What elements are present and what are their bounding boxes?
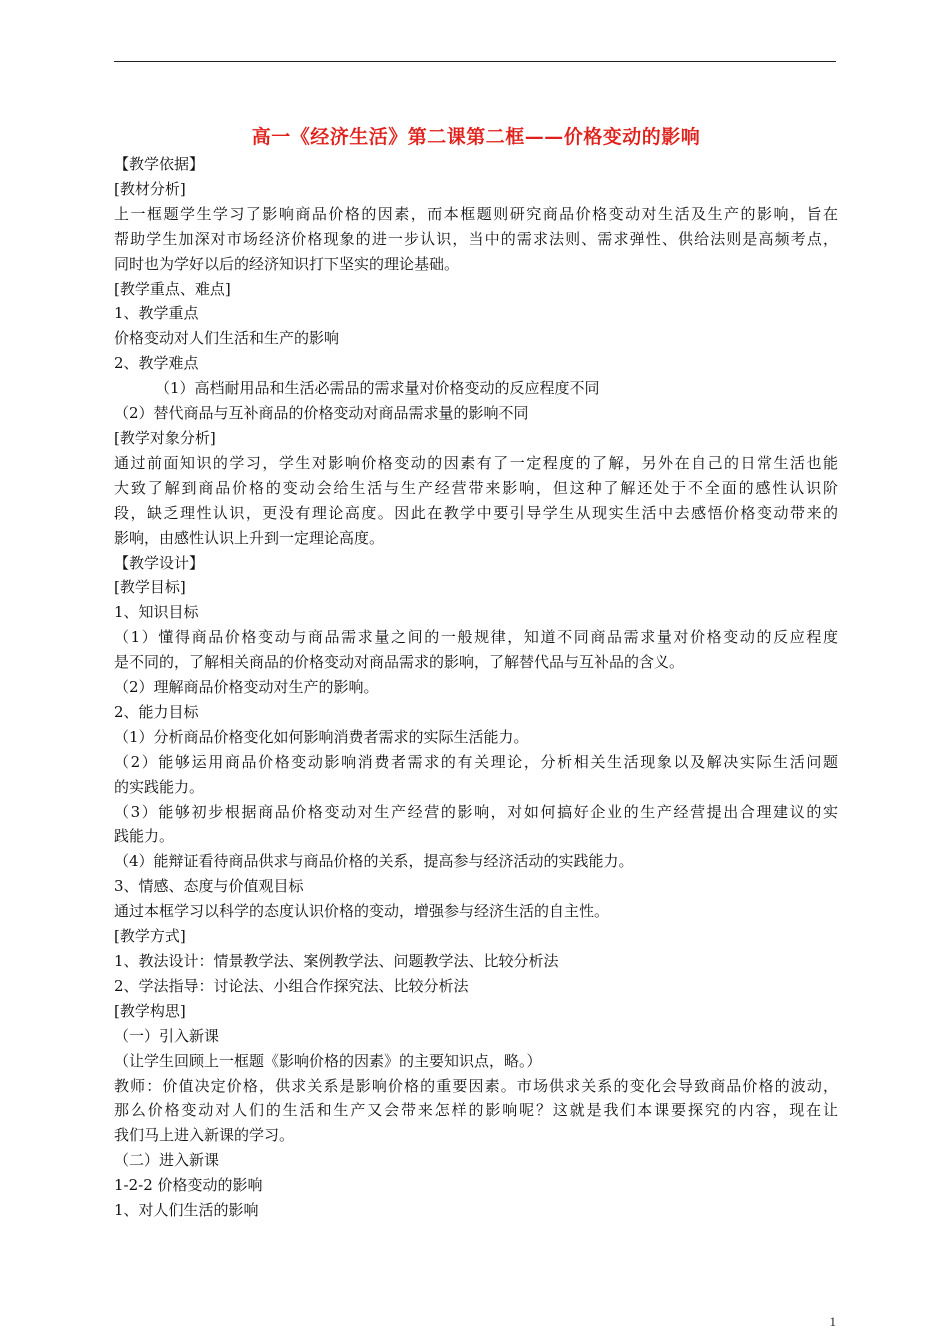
section-heading: 【教学依据】 <box>114 155 205 173</box>
paragraph-line: 通过本框学习以科学的态度认识价格的变动，增强参与经济生活的自主性。 <box>114 902 610 921</box>
document-body <box>114 122 838 1223</box>
paragraph-line: 教师：价值决定价格，供求关系是影响价格的重要因素。市场供求关系的变化会导致商品价格的波动， <box>114 1076 838 1095</box>
paragraph-line: 大致了解到商品价格的变动会给生活与生产经营带来影响，但这种了解还处于不全面的感性认识阶 <box>114 478 838 497</box>
subsection-heading: [教学重点、难点] <box>114 279 231 298</box>
list-heading: 2、能力目标 <box>114 702 199 721</box>
list-heading: 3、情感、态度与价值观目标 <box>114 877 304 896</box>
list-heading: （二）进入新课 <box>114 1151 220 1170</box>
list-item: 践能力。 <box>114 827 175 846</box>
subsection-heading: [教学对象分析] <box>114 428 216 447</box>
list-item: （1）分析商品价格变化如何影响消费者需求的实际生活能力。 <box>114 727 529 746</box>
list-heading: 1、对人们生活的影响 <box>114 1201 259 1220</box>
paragraph-line: 帮助学生加深对市场经济价格现象的进一步认识，当中的需求法则、需求弹性、供给法则是高频考点， <box>114 229 838 248</box>
list-heading: （一）引入新课 <box>114 1026 220 1045</box>
list-heading: 1-2-2 价格变动的影响 <box>114 1176 263 1195</box>
list-heading: 1、教学重点 <box>114 304 199 323</box>
list-item: （1）高档耐用品和生活必需品的需求量对价格变动的反应程度不同 <box>155 379 600 398</box>
paragraph-line: 通过前面知识的学习，学生对影响价格变动的因素有了一定程度的了解，另外在自己的日常生活也能 <box>114 453 838 472</box>
section-heading: 【教学设计】 <box>114 553 205 572</box>
paragraph-line: 影响，由感性认识上升到一定理论高度。 <box>114 528 385 547</box>
list-item: （3）能够初步根据商品价格变动对生产经营的影响，对如何搞好企业的生产经营提出合理建议的实 <box>114 802 838 821</box>
paragraph-line: （让学生回顾上一框题《影响价格的因素》的主要知识点，略。） <box>114 1051 542 1070</box>
list-item: （2）理解商品价格变动对生产的影响。 <box>114 678 379 697</box>
list-item: 是不同的，了解相关商品的价格变动对商品需求的影响，了解替代品与互补品的含义。 <box>114 653 685 672</box>
paragraph-line: 我们马上进入新课的学习。 <box>114 1126 295 1145</box>
subsection-heading: [教学构思] <box>114 1001 186 1020</box>
list-item: 2、学法指导：讨论法、小组合作探究法、比较分析法 <box>114 976 469 995</box>
paragraph-line: 同时也为学好以后的经济知识打下坚实的理论基础。 <box>114 254 460 273</box>
list-item: （4）能辩证看待商品供求与商品价格的关系，提高参与经济活动的实践能力。 <box>114 852 634 871</box>
list-item: （2）能够运用商品价格变动影响消费者需求的有关理论，分析相关生活现象以及解决实际生活问题 <box>114 752 838 771</box>
subsection-heading: [教学方式] <box>114 927 186 946</box>
list-item: 的实践能力。 <box>114 777 205 796</box>
page-number: 1 <box>829 1314 836 1329</box>
list-heading: 2、教学难点 <box>114 354 199 373</box>
document-title: 高一《经济生活》第二课第二框——价格变动的影响 <box>251 126 701 148</box>
header-rule <box>114 61 836 62</box>
subsection-heading: [教材分析] <box>114 179 186 198</box>
paragraph-line: 那么价格变动对人们的生活和生产又会带来怎样的影响呢？这就是我们本课要探究的内容，现在让 <box>114 1101 838 1120</box>
paragraph-line: 上一框题学生学习了影响商品价格的因素，而本框题则研究商品价格变动对生活及生产的影响，旨在 <box>114 204 838 223</box>
paragraph-line: 价格变动对人们生活和生产的影响 <box>114 329 340 348</box>
list-item: （1）懂得商品价格变动与商品需求量之间的一般规律，知道不同商品需求量对价格变动的反应程度 <box>114 628 838 647</box>
subsection-heading: [教学目标] <box>114 578 186 597</box>
list-heading: 1、知识目标 <box>114 603 199 622</box>
list-item: 1、教法设计：情景教学法、案例教学法、问题教学法、比较分析法 <box>114 952 559 970</box>
list-item: （2）替代商品与互补商品的价格变动对商品需求量的影响不同 <box>114 404 529 423</box>
paragraph-line: 段，缺乏理性认识，更没有理论高度。因此在教学中要引导学生从现实生活中去感悟价格变动带来的 <box>114 503 838 522</box>
